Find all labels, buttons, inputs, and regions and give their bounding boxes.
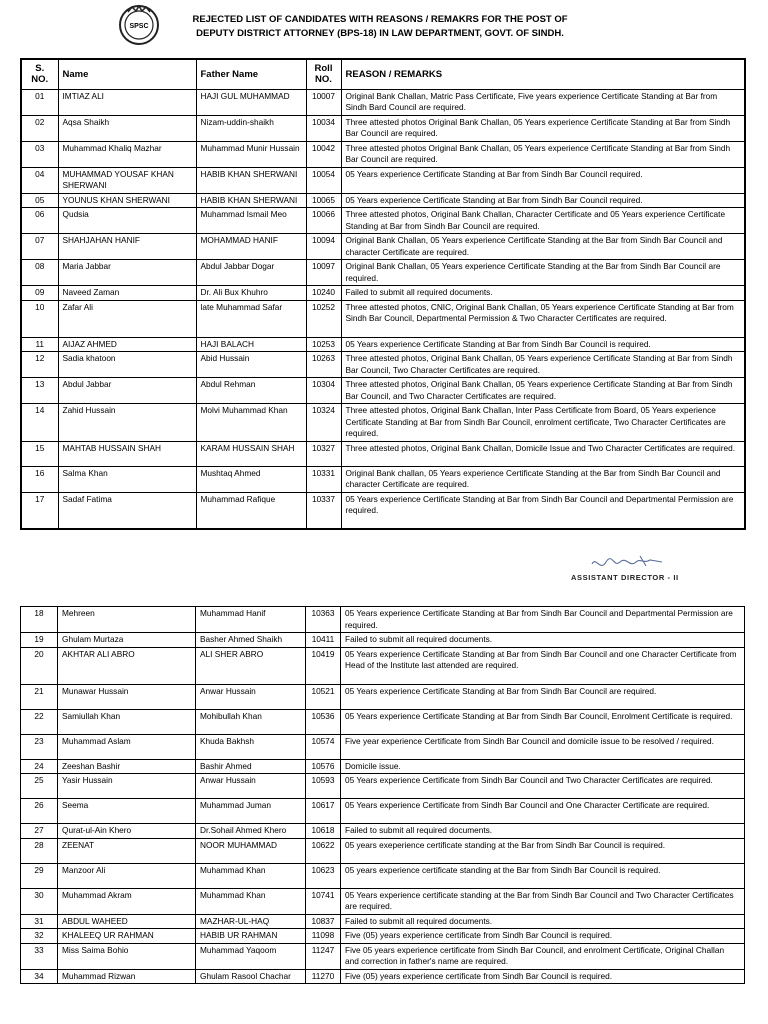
cell-father-name: Muhammad Khan <box>196 863 306 888</box>
cell-sno: 33 <box>21 943 58 969</box>
cell-roll-no: 10066 <box>306 208 341 234</box>
table-header-row <box>21 59 745 89</box>
cell-father-name: KARAM HUSSAIN SHAH <box>196 441 306 466</box>
cell-reason: Original Bank Challan, 05 Years experience Certificate Standing at the Bar from Sindh Bar Council and character Certificate are required. <box>341 234 745 260</box>
col-father-header: Father Name <box>196 59 306 89</box>
table-row <box>21 633 745 648</box>
cell-sno: 19 <box>21 633 58 648</box>
table-row <box>21 734 745 759</box>
cell-roll-no: 10521 <box>306 684 341 709</box>
table-row <box>21 929 745 944</box>
cell-reason: Original Bank Challan, 05 Years experience Certificate Standing at the Bar from Sindh Bar Council are required. <box>341 260 745 286</box>
cell-sno: 26 <box>21 799 58 824</box>
cell-name: Aqsa Shaikh <box>58 115 196 141</box>
cell-sno: 27 <box>21 824 58 839</box>
rejected-candidates-table-1 <box>20 58 746 530</box>
cell-reason: 05 Years experience Certificate Standing at Bar from Sindh Bar Council required. <box>341 193 745 208</box>
cell-reason: Five year experience Certificate from Sindh Bar Council and domicile issue to be resolved / required. <box>341 734 745 759</box>
signature-label: ASSISTANT DIRECTOR - II <box>571 573 679 582</box>
table-row <box>21 824 745 839</box>
spsc-logo <box>118 4 160 46</box>
cell-name: AKHTAR ALI ABRO <box>58 647 196 684</box>
table-row <box>21 943 745 969</box>
table-row <box>21 404 745 442</box>
table-row <box>21 684 745 709</box>
cell-father-name: HAJI BALACH <box>196 337 306 352</box>
col-sno-header: S. NO. <box>21 59 58 89</box>
cell-father-name: Ghulam Rasool Chachar <box>196 969 306 984</box>
cell-roll-no: 11098 <box>306 929 341 944</box>
cell-name: Muhammad Aslam <box>58 734 196 759</box>
cell-roll-no: 10007 <box>306 89 341 115</box>
cell-sno: 12 <box>21 352 58 378</box>
cell-roll-no: 10337 <box>306 492 341 529</box>
cell-reason: Three attested photos, Original Bank Challan, Inter Pass Certificate from Board, 05 Years experience Certificate Standing at Bar from Sindh Bar Council, enrolment certificate, Two Character Certificates are required. <box>341 404 745 442</box>
cell-father-name: HABIB KHAN SHERWANI <box>196 193 306 208</box>
cell-reason: Failed to submit all required documents. <box>341 286 745 301</box>
cell-father-name: Molvi Muhammad Khan <box>196 404 306 442</box>
cell-reason: 05 Years experience Certificate Standing at Bar from Sindh Bar Council and Departmental Permission are required. <box>341 607 745 633</box>
cell-name: MAHTAB HUSSAIN SHAH <box>58 441 196 466</box>
cell-name: KHALEEQ UR RAHMAN <box>58 929 196 944</box>
cell-reason: 05 Years experience Certificate from Sindh Bar Council and One Character Certificate are required. <box>341 799 745 824</box>
cell-sno: 23 <box>21 734 58 759</box>
cell-father-name: MAZHAR-UL-HAQ <box>196 914 306 929</box>
table-row <box>21 352 745 378</box>
cell-name: Muhammad Khaliq Mazhar <box>58 141 196 167</box>
cell-name: YOUNUS KHAN SHERWANI <box>58 193 196 208</box>
cell-father-name: ALI SHER ABRO <box>196 647 306 684</box>
cell-roll-no: 10576 <box>306 759 341 774</box>
cell-father-name: Muhammad Juman <box>196 799 306 824</box>
cell-name: Zahid Hussain <box>58 404 196 442</box>
cell-name: Maria Jabbar <box>58 260 196 286</box>
cell-sno: 21 <box>21 684 58 709</box>
cell-reason: Three attested photos, Original Bank Challan, 05 Years experience Certificate Standing at Bar from Sindh Bar Council, Two Character Certificates are required. <box>341 352 745 378</box>
cell-name: Seema <box>58 799 196 824</box>
cell-reason: Failed to submit all required documents. <box>341 914 745 929</box>
cell-roll-no: 10252 <box>306 300 341 337</box>
cell-name: IMTIAZ ALI <box>58 89 196 115</box>
table-row <box>21 914 745 929</box>
cell-sno: 25 <box>21 774 58 799</box>
cell-name: Manzoor Ali <box>58 863 196 888</box>
cell-father-name: Muhammad Munir Hussain <box>196 141 306 167</box>
table-row <box>21 286 745 301</box>
cell-roll-no: 10097 <box>306 260 341 286</box>
cell-name: SHAHJAHAN HANIF <box>58 234 196 260</box>
cell-father-name: Nizam-uddin-shaikh <box>196 115 306 141</box>
cell-reason: 05 Years experience Certificate from Sindh Bar Council and Two Character Certificates are required. <box>341 774 745 799</box>
table-body-1 <box>21 89 745 529</box>
cell-roll-no: 10363 <box>306 607 341 633</box>
cell-reason: Three attested photos, Original Bank Challan, 05 Years experience Certificate Standing at Bar from Sindh Bar Council, and Two Character Certificates are required. <box>341 378 745 404</box>
table-row <box>21 378 745 404</box>
cell-sno: 32 <box>21 929 58 944</box>
table-row <box>21 607 745 633</box>
cell-sno: 24 <box>21 759 58 774</box>
cell-father-name: MOHAMMAD HANIF <box>196 234 306 260</box>
cell-reason: 05 Years experience Certificate Standing at Bar from Sindh Bar Council are required. <box>341 684 745 709</box>
cell-roll-no: 10054 <box>306 167 341 193</box>
cell-father-name: Mohibullah Khan <box>196 709 306 734</box>
cell-reason: Original Bank Challan, Matric Pass Certificate, Five years experience Certificate Standing at Bar from Sindh Bard Council are required. <box>341 89 745 115</box>
cell-name: Muhammad Rizwan <box>58 969 196 984</box>
cell-sno: 07 <box>21 234 58 260</box>
cell-father-name: Muhammad Khan <box>196 888 306 914</box>
cell-father-name: Abdul Jabbar Dogar <box>196 260 306 286</box>
cell-name: Muhammad Akram <box>58 888 196 914</box>
cell-reason: Three attested photos, Original Bank Challan, Character Certificate and 05 Years experience Certificate Standing at Bar from Sindh Bar Council are required. <box>341 208 745 234</box>
table-row <box>21 774 745 799</box>
cell-roll-no: 10094 <box>306 234 341 260</box>
cell-roll-no: 10623 <box>306 863 341 888</box>
cell-sno: 30 <box>21 888 58 914</box>
cell-sno: 11 <box>21 337 58 352</box>
cell-father-name: Muhammad Hanif <box>196 607 306 633</box>
cell-father-name: Muhammad Rafique <box>196 492 306 529</box>
cell-father-name: HABIB UR RAHMAN <box>196 929 306 944</box>
table-row <box>21 234 745 260</box>
table-row <box>21 799 745 824</box>
table-row <box>21 89 745 115</box>
cell-roll-no: 10327 <box>306 441 341 466</box>
cell-name: Munawar Hussain <box>58 684 196 709</box>
cell-name: Zeeshan Bashir <box>58 759 196 774</box>
table-row <box>21 167 745 193</box>
cell-name: ZEENAT <box>58 838 196 863</box>
cell-sno: 28 <box>21 838 58 863</box>
table-row <box>21 115 745 141</box>
cell-sno: 18 <box>21 607 58 633</box>
cell-name: Sadaf Fatima <box>58 492 196 529</box>
cell-sno: 08 <box>21 260 58 286</box>
cell-reason: 05 Years experience Certificate Standing at Bar from Sindh Bar Council, Enrolment Certificate is required. <box>341 709 745 734</box>
table-row <box>21 969 745 984</box>
cell-roll-no: 10622 <box>306 838 341 863</box>
table-row <box>21 260 745 286</box>
cell-reason: Original Bank challan, 05 Years experience Certificate Standing at the Bar from Sindh Bar Council and character Certificate are required. <box>341 466 745 492</box>
cell-name: MUHAMMAD YOUSAF KHAN SHERWANI <box>58 167 196 193</box>
cell-reason: Five (05) years experience certificate from Sindh Bar Council is required. <box>341 929 745 944</box>
cell-reason: Failed to submit all required documents. <box>341 824 745 839</box>
cell-name: Mehreen <box>58 607 196 633</box>
cell-sno: 05 <box>21 193 58 208</box>
cell-roll-no: 10042 <box>306 141 341 167</box>
cell-father-name: Anwar Hussain <box>196 684 306 709</box>
table-row <box>21 208 745 234</box>
cell-reason: 05 Years experience Certificate Standing at Bar from Sindh Bar Council required. <box>341 167 745 193</box>
cell-sno: 03 <box>21 141 58 167</box>
cell-name: Qurat-ul-Ain Khero <box>58 824 196 839</box>
title-line-2: DEPUTY DISTRICT ATTORNEY (BPS-18) IN LAW DEPARTMENT, GOVT. OF SINDH. <box>196 28 564 39</box>
cell-father-name: late Muhammad Safar <box>196 300 306 337</box>
cell-reason: Three attested photos Original Bank Challan, 05 Years experience Certificate Standing at Bar from Sindh Bar Council are required. <box>341 141 745 167</box>
cell-sno: 17 <box>21 492 58 529</box>
col-name-header: Name <box>58 59 196 89</box>
cell-roll-no: 10324 <box>306 404 341 442</box>
cell-sno: 10 <box>21 300 58 337</box>
cell-sno: 14 <box>21 404 58 442</box>
cell-father-name: NOOR MUHAMMAD <box>196 838 306 863</box>
table-row <box>21 888 745 914</box>
cell-father-name: Abdul Rehman <box>196 378 306 404</box>
rejected-candidates-table-2 <box>20 606 745 984</box>
cell-sno: 13 <box>21 378 58 404</box>
cell-sno: 15 <box>21 441 58 466</box>
cell-sno: 16 <box>21 466 58 492</box>
cell-roll-no: 10034 <box>306 115 341 141</box>
cell-roll-no: 10574 <box>306 734 341 759</box>
table-row <box>21 759 745 774</box>
table-row <box>21 863 745 888</box>
cell-name: Sadia khatoon <box>58 352 196 378</box>
cell-father-name: HAJI GUL MUHAMMAD <box>196 89 306 115</box>
cell-name: Zafar Ali <box>58 300 196 337</box>
title-line-1: REJECTED LIST OF CANDIDATES WITH REASONS / REMAKRS FOR THE POST OF <box>192 14 568 25</box>
cell-reason: Three attested photos, CNIC, Original Bank Challan, 05 Years experience Certificate Standing at Bar from Sindh Bar Council, Departmental Permission & Two Character Certificates are required. <box>341 300 745 337</box>
cell-father-name: Mushtaq Ahmed <box>196 466 306 492</box>
cell-name: Samiullah Khan <box>58 709 196 734</box>
cell-roll-no: 11247 <box>306 943 341 969</box>
cell-reason: 05 Years experience certificate standing at the Bar from Sindh Bar Council and Two Character Certificates are required. <box>341 888 745 914</box>
cell-roll-no: 10240 <box>306 286 341 301</box>
table-row <box>21 709 745 734</box>
cell-roll-no: 10618 <box>306 824 341 839</box>
cell-sno: 29 <box>21 863 58 888</box>
cell-father-name: Anwar Hussain <box>196 774 306 799</box>
table-row <box>21 441 745 466</box>
table-row <box>21 300 745 337</box>
cell-roll-no: 10536 <box>306 709 341 734</box>
cell-roll-no: 10331 <box>306 466 341 492</box>
cell-name: AIJAZ AHMED <box>58 337 196 352</box>
cell-reason: 05 Years experience Certificate Standing at Bar from Sindh Bar Council is required. <box>341 337 745 352</box>
cell-father-name: Muhammad Ismail Meo <box>196 208 306 234</box>
cell-sno: 09 <box>21 286 58 301</box>
table-row <box>21 466 745 492</box>
cell-father-name: Muhammad Yaqoom <box>196 943 306 969</box>
table-row <box>21 337 745 352</box>
cell-father-name: Bashir Ahmed <box>196 759 306 774</box>
col-reason-header: REASON / REMARKS <box>341 59 745 89</box>
cell-roll-no: 10304 <box>306 378 341 404</box>
cell-reason: Three attested photos Original Bank Challan, 05 Years experience Certificate Standing at Bar from Sindh Bar Council are required. <box>341 115 745 141</box>
cell-reason: Five (05) years experience certificate from Sindh Bar Council is required. <box>341 969 745 984</box>
cell-reason: 05 years exeperience certificate standing at the Bar from Sindh Bar Council is required. <box>341 838 745 863</box>
cell-roll-no: 10253 <box>306 337 341 352</box>
cell-name: Abdul Jabbar <box>58 378 196 404</box>
cell-roll-no: 10411 <box>306 633 341 648</box>
cell-roll-no: 10065 <box>306 193 341 208</box>
cell-sno: 04 <box>21 167 58 193</box>
document-title <box>170 13 590 41</box>
cell-father-name: Dr.Sohail Ahmed Khero <box>196 824 306 839</box>
cell-roll-no: 10741 <box>306 888 341 914</box>
cell-reason: Five 05 years experience certificate from Sindh Bar Council, and enrolment Certificate, Original Challan and correction in father's name are required. <box>341 943 745 969</box>
cell-roll-no: 11270 <box>306 969 341 984</box>
cell-sno: 20 <box>21 647 58 684</box>
cell-reason: 05 years experience certificate standing at the Bar from Sindh Bar Council is required. <box>341 863 745 888</box>
cell-name: Ghulam Murtaza <box>58 633 196 648</box>
table-row <box>21 838 745 863</box>
cell-roll-no: 10593 <box>306 774 341 799</box>
cell-sno: 31 <box>21 914 58 929</box>
table-row <box>21 492 745 529</box>
cell-reason: 05 Years experience Certificate Standing at Bar from Sindh Bar Council and one Character Certificate from Head of the Institute last attended are required. <box>341 647 745 684</box>
cell-name: Yasir Hussain <box>58 774 196 799</box>
cell-name: Miss Saima Bohio <box>58 943 196 969</box>
cell-roll-no: 10263 <box>306 352 341 378</box>
cell-father-name: Khuda Bakhsh <box>196 734 306 759</box>
cell-father-name: HABIB KHAN SHERWANI <box>196 167 306 193</box>
cell-name: Naveed Zaman <box>58 286 196 301</box>
cell-father-name: Abid Hussain <box>196 352 306 378</box>
cell-name: Salma Khan <box>58 466 196 492</box>
cell-name: ABDUL WAHEED <box>58 914 196 929</box>
col-roll-header: Roll NO. <box>306 59 341 89</box>
cell-reason: Domicile issue. <box>341 759 745 774</box>
table-body-2 <box>21 607 745 984</box>
cell-sno: 34 <box>21 969 58 984</box>
cell-reason: 05 Years experience Certificate Standing at Bar from Sindh Bar Council and Departmental Permission are required. <box>341 492 745 529</box>
cell-father-name: Basher Ahmed Shaikh <box>196 633 306 648</box>
cell-roll-no: 10837 <box>306 914 341 929</box>
table-row <box>21 193 745 208</box>
cell-reason: Failed to submit all required documents. <box>341 633 745 648</box>
cell-sno: 22 <box>21 709 58 734</box>
cell-sno: 06 <box>21 208 58 234</box>
cell-roll-no: 10419 <box>306 647 341 684</box>
cell-roll-no: 10617 <box>306 799 341 824</box>
logo-text: SPSC <box>129 23 149 30</box>
cell-sno: 01 <box>21 89 58 115</box>
cell-father-name: Dr. Ali Bux Khuhro <box>196 286 306 301</box>
cell-reason: Three attested photos, Original Bank Challan, Domicile Issue and Two Character Certificates are required. <box>341 441 745 466</box>
table-row <box>21 647 745 684</box>
table-row <box>21 141 745 167</box>
cell-name: Qudsia <box>58 208 196 234</box>
cell-sno: 02 <box>21 115 58 141</box>
